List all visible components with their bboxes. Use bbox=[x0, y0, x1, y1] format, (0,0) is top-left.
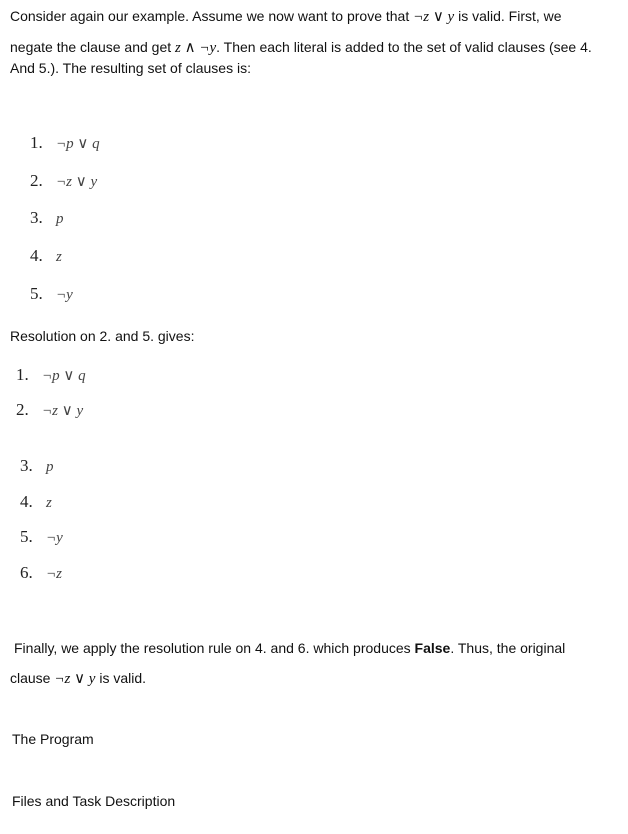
finally-line-2 bbox=[10, 668, 625, 689]
finally-text-2-end: is valid. bbox=[95, 670, 147, 686]
clause-after-1 bbox=[16, 365, 86, 385]
formula-z-and-not-y: z ∧ ¬y bbox=[175, 40, 217, 56]
intro-line-3 bbox=[10, 58, 625, 78]
resolution-text bbox=[10, 326, 625, 346]
clause-number: 2. bbox=[16, 400, 29, 419]
clause-expression: ¬z bbox=[46, 566, 62, 582]
clause-number: 5. bbox=[20, 527, 33, 546]
finally-line-1 bbox=[14, 638, 628, 658]
clause-number: 3. bbox=[20, 456, 33, 475]
clause-expression: p bbox=[56, 211, 64, 227]
clause-expression: ¬z ∨ y bbox=[42, 403, 84, 419]
clause-after-2 bbox=[16, 400, 83, 420]
clause-initial-4 bbox=[30, 246, 62, 266]
intro-line-2 bbox=[10, 37, 625, 58]
finally-text-end: . Thus, the original bbox=[450, 640, 566, 656]
clause-expression: ¬p ∨ q bbox=[56, 136, 100, 152]
clause-after-5 bbox=[20, 527, 63, 547]
intro-text-2-end: . Then each literal is added to the set of valid clauses (see 4. bbox=[216, 39, 592, 55]
intro-text-1-end: is valid. First, we bbox=[454, 8, 562, 24]
clause-expression: ¬y bbox=[56, 287, 73, 303]
clause-after-3 bbox=[20, 456, 54, 476]
clause-number: 5. bbox=[30, 284, 43, 303]
clause-initial-3 bbox=[30, 208, 64, 228]
clause-after-4 bbox=[20, 492, 52, 512]
clause-number: 2. bbox=[30, 171, 43, 190]
clause-initial-2 bbox=[30, 171, 97, 191]
finally-text: Finally, we apply the resolution rule on 4. and 6. which produces bbox=[14, 640, 415, 656]
resolution-sentence: Resolution on 2. and 5. gives: bbox=[10, 328, 195, 344]
clause-expression: ¬p ∨ q bbox=[42, 368, 86, 384]
formula-not-z-or-y: ¬z ∨ y bbox=[54, 671, 96, 687]
clause-number: 3. bbox=[30, 208, 43, 227]
heading-files-and-task-description: Files and Task Description bbox=[12, 793, 176, 809]
finally-text-2: clause bbox=[10, 670, 55, 686]
clause-number: 1. bbox=[30, 133, 43, 152]
clause-number: 4. bbox=[30, 246, 43, 265]
clause-number: 1. bbox=[16, 365, 29, 384]
formula-not-z-or-y: ¬z ∨ y bbox=[413, 9, 455, 25]
clause-number: 4. bbox=[20, 492, 33, 511]
clause-initial-5 bbox=[30, 284, 73, 304]
heading-the-program: The Program bbox=[12, 731, 94, 747]
clause-expression: z bbox=[46, 495, 52, 511]
clause-expression: p bbox=[46, 459, 54, 475]
clause-initial-1 bbox=[30, 133, 100, 153]
clause-expression: z bbox=[56, 249, 62, 265]
clause-number: 6. bbox=[20, 563, 33, 582]
intro-text-2: negate the clause and get bbox=[10, 39, 176, 55]
clause-expression: ¬z ∨ y bbox=[56, 174, 98, 190]
intro-text-3: And 5.). The resulting set of clauses is: bbox=[10, 60, 251, 76]
intro-line-1 bbox=[10, 6, 625, 27]
intro-text-1: Consider again our example. Assume we now want to prove that bbox=[10, 8, 414, 24]
false-keyword: False bbox=[414, 640, 451, 656]
clause-expression: ¬y bbox=[46, 530, 63, 546]
clause-after-6 bbox=[20, 563, 62, 583]
